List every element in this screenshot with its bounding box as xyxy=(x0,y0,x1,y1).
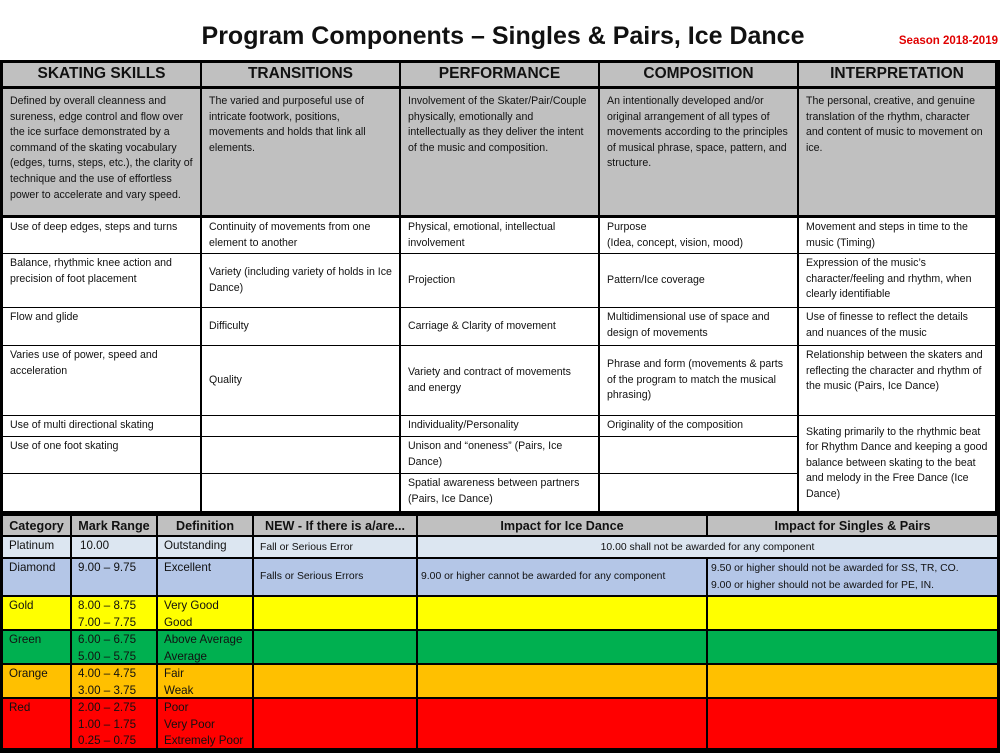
criterion-interpretation: Use of finesse to reflect the details and nuances of the music xyxy=(799,308,995,345)
range-value: 7.00 – 7.75 xyxy=(78,615,137,629)
criterion-performance-text: Carriage & Clarity of movement xyxy=(408,319,556,332)
definition-performance: Involvement of the Skater/Pair/Couple physically, emotionally and intellectually as they deliver the intent of the music and composition. xyxy=(401,89,598,215)
impact-singles-pairs-line: 9.50 or higher should not be awarded for SS, TR, CO. xyxy=(711,563,959,574)
criterion-interpretation: Movement and steps in time to the music (Timing) xyxy=(799,218,995,253)
definition-value: Above Average xyxy=(164,633,243,646)
impact-ice-dance-green xyxy=(418,631,706,663)
range-value: 5.00 – 5.75 xyxy=(78,649,137,663)
criterion-empty xyxy=(600,474,797,511)
criterion-skating-skills: Varies use of power, speed and acceleration xyxy=(3,346,200,415)
category-orange: Orange xyxy=(3,665,70,697)
condition-red xyxy=(254,699,416,748)
column-header-transitions: TRANSITIONS xyxy=(202,63,399,86)
criterion-transitions xyxy=(202,346,399,415)
impact-ice-dance-diamond-text: 9.00 or higher cannot be awarded for any component xyxy=(421,570,666,582)
definition-value: Very Poor xyxy=(164,717,215,731)
header-impact-ice-dance: Impact for Ice Dance xyxy=(418,516,706,535)
criterion-empty xyxy=(202,416,399,436)
criterion-interpretation xyxy=(799,416,995,511)
range-orange xyxy=(72,665,156,697)
page-title-text: Program Components – Singles & Pairs, Ice Dance xyxy=(201,22,805,50)
criterion-composition-text: Purpose xyxy=(607,221,647,233)
condition-diamond-text: Falls or Serious Errors xyxy=(260,570,364,582)
criterion-performance: Individuality/Personality xyxy=(401,416,598,436)
impact-singles-pairs-red xyxy=(708,699,997,748)
definition-skating-skills: Defined by overall cleanness and sureness, edge control and flow over the ice surface demonstrated by a command of the skating vocabulary (edges, turns, steps, etc.), the clarity of technique and the use of effortless power to accelerate and vary speed. xyxy=(3,89,200,215)
definition-diamond: Excellent xyxy=(158,559,252,595)
category-red: Red xyxy=(3,699,70,748)
impact-ice-dance-red xyxy=(418,699,706,748)
range-value: 0.25 – 0.75 xyxy=(78,734,137,747)
criterion-skating-skills: Balance, rhythmic knee action and precision of foot placement xyxy=(3,254,200,307)
column-header-performance: PERFORMANCE xyxy=(401,63,598,86)
criterion-performance-text: Projection xyxy=(408,273,456,286)
range-green xyxy=(72,631,156,663)
marks-table xyxy=(0,513,1000,753)
definition-value: Average xyxy=(164,649,207,663)
criterion-transitions-text: Difficulty xyxy=(209,319,249,332)
criterion-performance-text: Variety and contract of movements and energy xyxy=(408,365,571,394)
impact-ice-dance-orange xyxy=(418,665,706,697)
criterion-composition xyxy=(600,346,797,415)
criterion-skating-skills: Use of multi directional skating xyxy=(3,416,200,436)
range-value: 6.00 – 6.75 xyxy=(78,633,137,646)
definition-transitions: The varied and purposeful use of intricate footwork, positions, movements and holds that link all elements. xyxy=(202,89,399,215)
condition-platinum: Fall or Serious Error xyxy=(254,537,416,557)
impact-singles-pairs-green xyxy=(708,631,997,663)
criterion-empty xyxy=(3,474,200,511)
column-header-skating-skills: SKATING SKILLS xyxy=(3,63,200,86)
criterion-performance: Physical, emotional, intellectual involvement xyxy=(401,218,598,253)
range-value: 4.00 – 4.75 xyxy=(78,667,137,680)
criterion-performance xyxy=(401,308,598,345)
header-definition: Definition xyxy=(158,516,252,535)
criterion-interpretation-text: Skating primarily to the rhythmic beat for Rhythm Dance and keeping a good balance between skating to the beat and melody in the Free Dance (Ice Dance) xyxy=(806,425,988,500)
criterion-interpretation: Expression of the music’s character/feeling and rhythm, when clearly identifiable xyxy=(799,254,995,307)
criterion-empty xyxy=(600,437,797,473)
criterion-composition xyxy=(600,218,797,253)
definition-green xyxy=(158,631,252,663)
criterion-performance xyxy=(401,346,598,415)
impact-singles-pairs-gold xyxy=(708,597,997,629)
impact-ice-dance-gold xyxy=(418,597,706,629)
criterion-composition: Multidimensional use of space and design of movements xyxy=(600,308,797,345)
header-new-condition: NEW - If there is a/are... xyxy=(254,516,416,535)
criterion-performance: Unison and “oneness” (Pairs, Ice Dance) xyxy=(401,437,598,473)
criterion-skating-skills: Use of deep edges, steps and turns xyxy=(3,218,200,253)
category-gold: Gold xyxy=(3,597,70,629)
header-impact-singles-pairs: Impact for Singles & Pairs xyxy=(708,516,997,535)
criterion-composition: Originality of the composition xyxy=(600,416,797,436)
definition-value: Weak xyxy=(164,683,194,697)
criterion-empty xyxy=(202,474,399,511)
definition-gold xyxy=(158,597,252,629)
criterion-empty xyxy=(202,437,399,473)
impact-ice-dance-diamond xyxy=(418,559,706,595)
impact-singles-pairs-line: 9.00 or higher should not be awarded for PE, IN. xyxy=(711,580,934,591)
criterion-composition-subtext: (Idea, concept, vision, mood) xyxy=(607,236,744,249)
category-green: Green xyxy=(3,631,70,663)
criterion-transitions xyxy=(202,308,399,345)
range-gold xyxy=(72,597,156,629)
range-diamond: 9.00 – 9.75 xyxy=(72,559,156,595)
range-red xyxy=(72,699,156,748)
criterion-skating-skills: Flow and glide xyxy=(3,308,200,345)
criterion-performance: Spatial awareness between partners (Pairs, Ice Dance) xyxy=(401,474,598,511)
criterion-skating-skills: Use of one foot skating xyxy=(3,437,200,473)
condition-gold xyxy=(254,597,416,629)
criterion-interpretation: Relationship between the skaters and reflecting the character and rhythm of the music (Pairs, Ice Dance) xyxy=(799,346,995,415)
definition-value: Good xyxy=(164,615,193,629)
criterion-transitions xyxy=(202,254,399,307)
criterion-transitions-text: Variety (including variety of holds in Ice Dance) xyxy=(209,265,392,294)
header-category: Category xyxy=(3,516,70,535)
definition-value: Fair xyxy=(164,667,184,680)
impact-platinum: 10.00 shall not be awarded for any component xyxy=(418,537,997,557)
condition-orange xyxy=(254,665,416,697)
definition-value: Extremely Poor xyxy=(164,734,244,747)
criterion-composition-text: Pattern/Ice coverage xyxy=(607,273,705,286)
range-value: 8.00 – 8.75 xyxy=(78,599,137,612)
page-title xyxy=(0,22,1002,51)
condition-diamond xyxy=(254,559,416,595)
range-value: 3.00 – 3.75 xyxy=(78,683,137,697)
header-mark-range: Mark Range xyxy=(72,516,156,535)
impact-singles-pairs-orange xyxy=(708,665,997,697)
definition-value: Very Good xyxy=(164,599,219,612)
criterion-performance xyxy=(401,254,598,307)
definition-value: Poor xyxy=(164,701,189,714)
definition-platinum: Outstanding xyxy=(158,537,252,557)
column-header-composition: COMPOSITION xyxy=(600,63,797,86)
season-label: Season 2018-2019 xyxy=(898,35,998,47)
criterion-composition-text: Phrase and form (movements & parts of the program to match the musical phrasing) xyxy=(607,358,784,402)
condition-green xyxy=(254,631,416,663)
criterion-transitions-text: Quality xyxy=(209,373,242,386)
definition-interpretation: The personal, creative, and genuine translation of the rhythm, character and content of music to movement on ice. xyxy=(799,89,995,215)
category-diamond: Diamond xyxy=(3,559,70,595)
components-table xyxy=(0,60,1000,514)
criterion-composition xyxy=(600,254,797,307)
definition-red xyxy=(158,699,252,748)
criterion-transitions: Continuity of movements from one element to another xyxy=(202,218,399,253)
category-platinum: Platinum xyxy=(3,537,70,557)
definition-orange xyxy=(158,665,252,697)
impact-singles-pairs-diamond xyxy=(708,559,997,595)
range-value: 1.00 – 1.75 xyxy=(78,717,137,731)
range-value: 2.00 – 2.75 xyxy=(78,701,137,714)
column-header-interpretation: INTERPRETATION xyxy=(799,63,995,86)
range-platinum: 10.00 xyxy=(72,537,156,557)
definition-composition: An intentionally developed and/or original arrangement of all types of movements according to the principles of musical phrase, space, pattern, and structure. xyxy=(600,89,797,215)
